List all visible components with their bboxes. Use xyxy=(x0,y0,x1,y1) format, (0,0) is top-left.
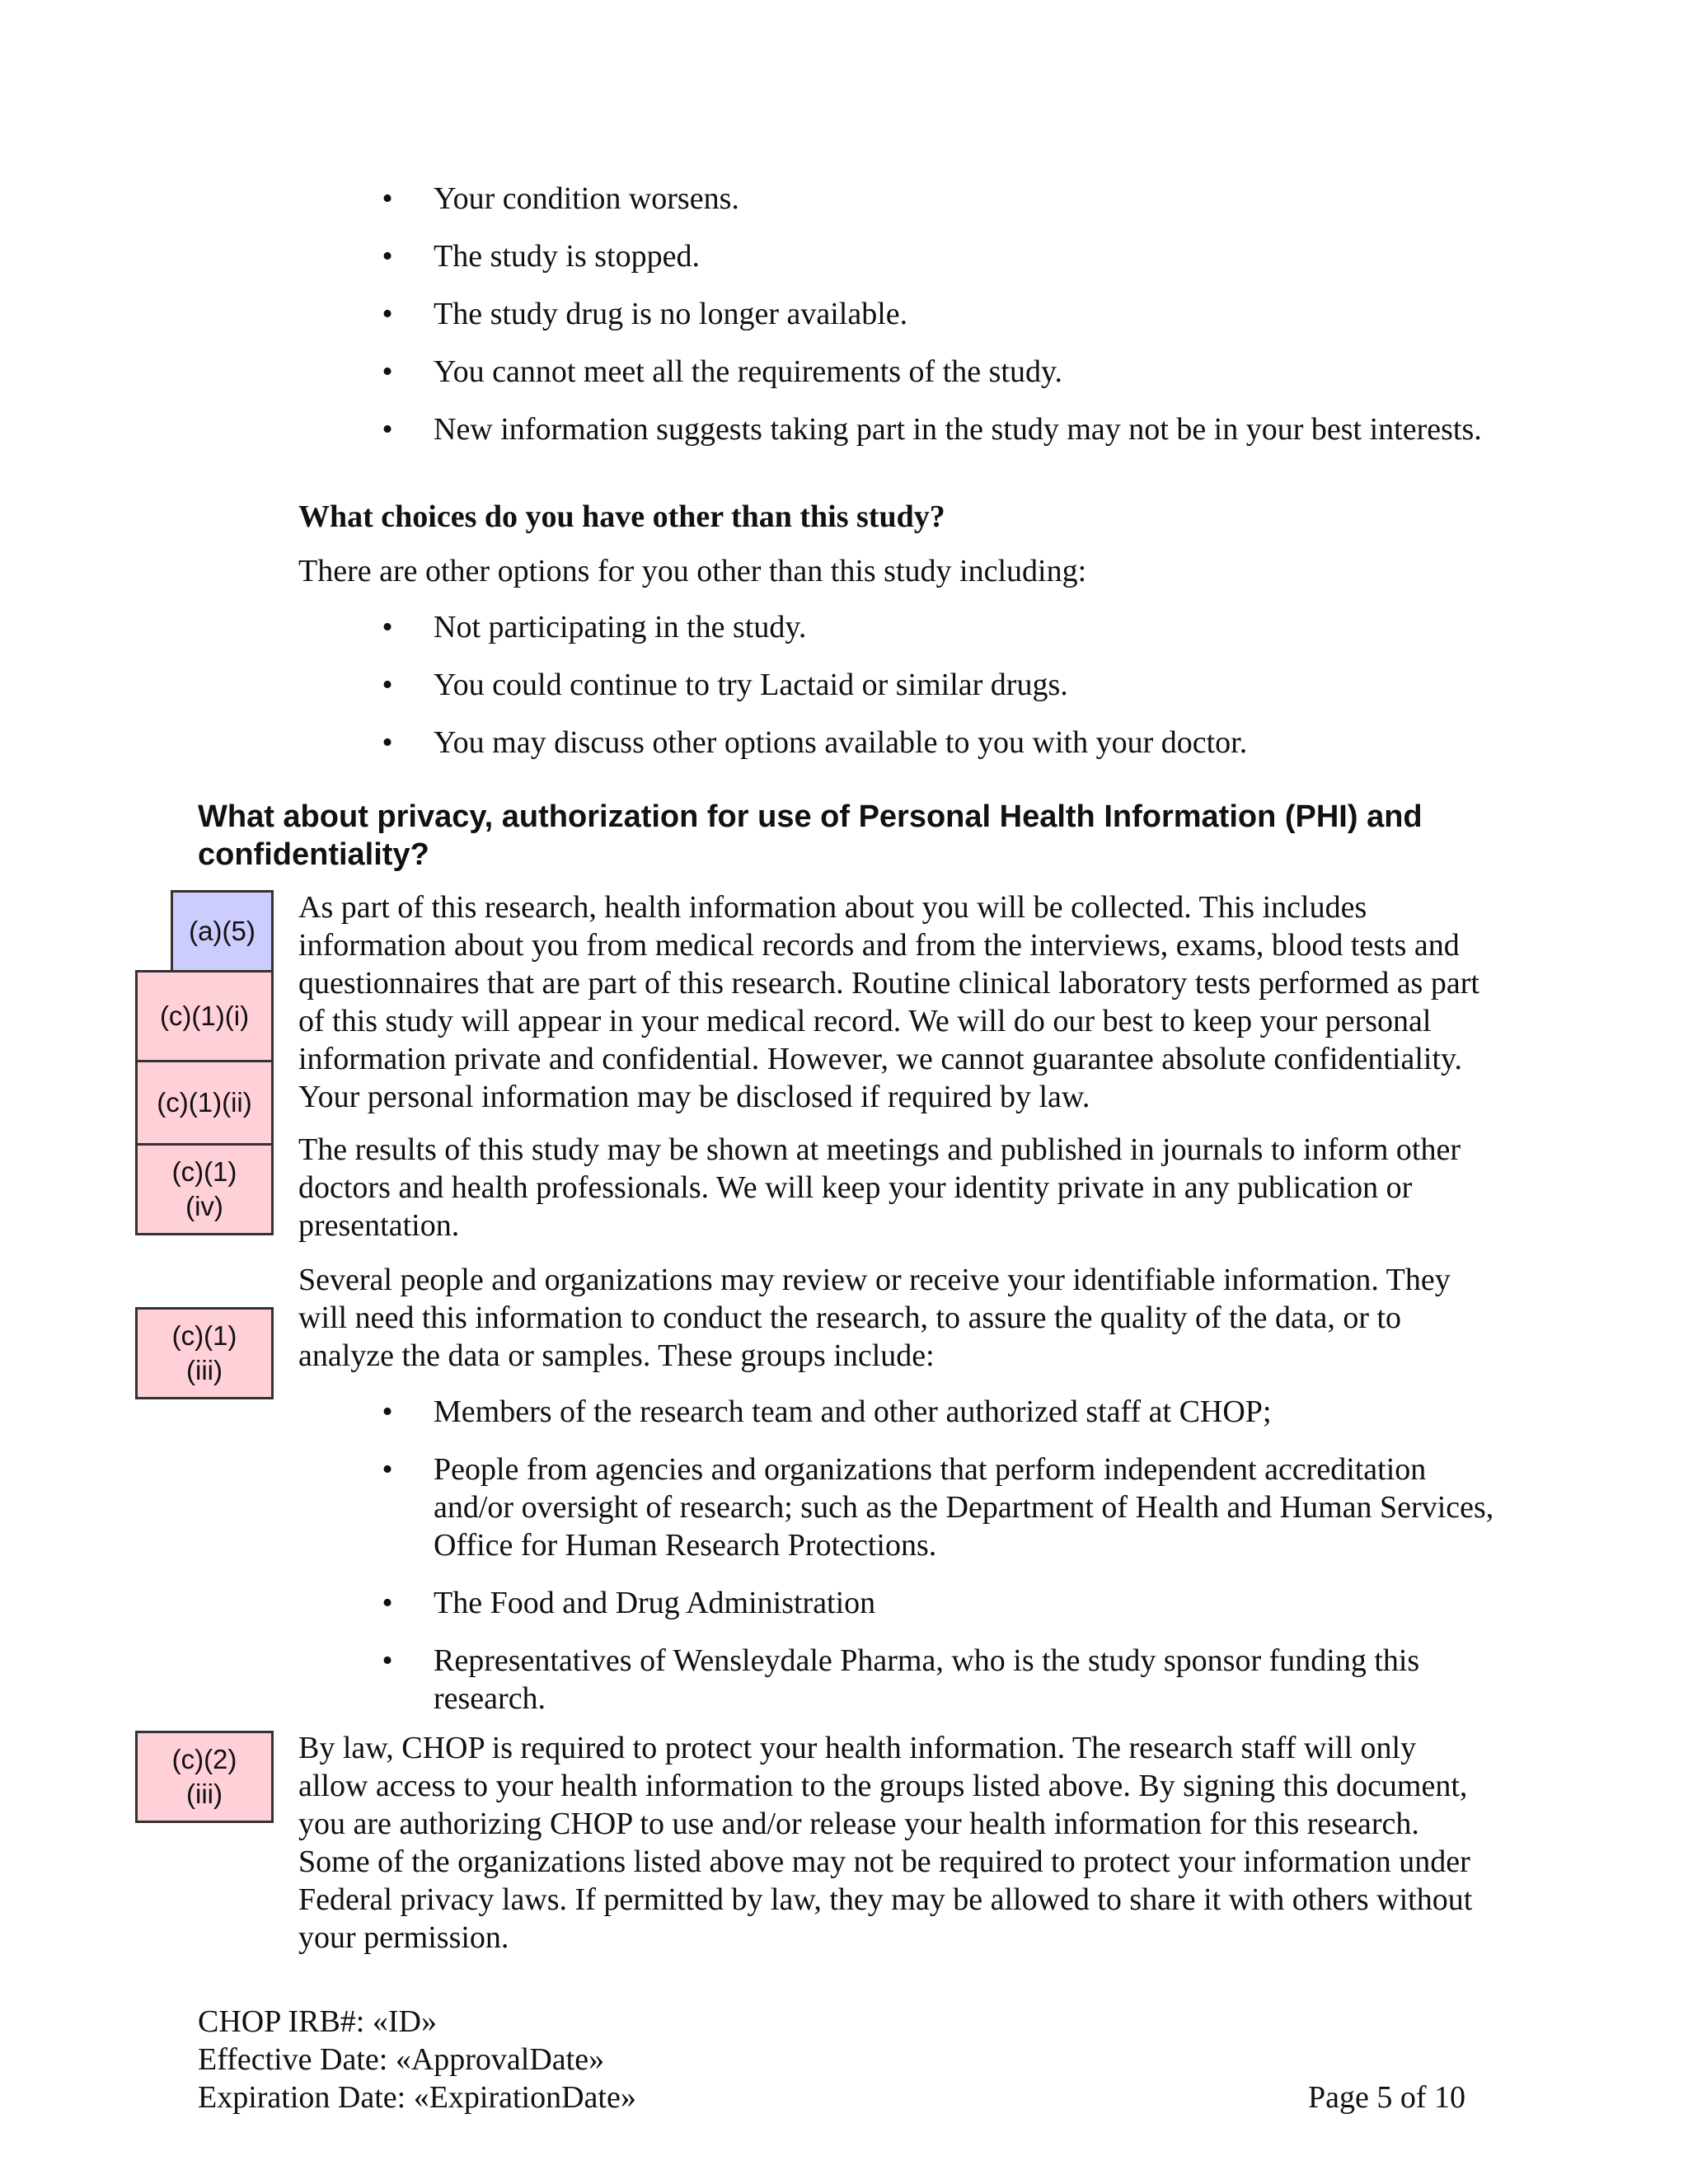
list-item: • New information suggests taking part in the study may not be in your best interests. xyxy=(379,410,1500,448)
list-item: • The study is stopped. xyxy=(379,237,1500,275)
list-item: • You may discuss other options available to you with your doctor. xyxy=(379,724,1500,762)
bullet-icon: • xyxy=(382,1586,393,1620)
regulation-tag-c1iv: (c)(1) (iv) xyxy=(135,1143,274,1235)
list-item: • Members of the research team and other authorized staff at CHOP; xyxy=(379,1393,1500,1431)
list-item: • You could continue to try Lactaid or similar drugs. xyxy=(379,666,1500,704)
page-number: Page 5 of 10 xyxy=(1307,2080,1465,2115)
expiration-date: Expiration Date: «ExpirationDate» xyxy=(198,2080,636,2115)
privacy-paragraph-3: Several people and organizations may review or receive your identifiable information. They will need this information to conduct the research, to assure the quality of the data, or to analyze the data or samples. These groups include: xyxy=(298,1263,1451,1373)
privacy-paragraph-4: By law, CHOP is required to protect your health information. The research staff will only allow access to your health information to the groups listed above. By signing this document, you are authorizing CHOP to use and/or release your health information for this research. Some of the organizations listed above may not be required to protect your information under Federal privacy laws. If permitted by law, they may be allowed to share it with others without your permission. xyxy=(298,1731,1473,1955)
regulation-tag-a5: (a)(5) xyxy=(171,890,274,972)
regulation-tag-c1iii: (c)(1) (iii) xyxy=(135,1307,274,1399)
reviewer-groups-list xyxy=(379,1393,1500,1737)
bullet-icon: • xyxy=(382,725,393,760)
bullet-icon: • xyxy=(382,610,393,644)
irb-number: CHOP IRB#: «ID» xyxy=(198,2004,437,2039)
list-item: • Your condition worsens. xyxy=(379,180,1500,218)
withdrawal-reasons-list xyxy=(379,180,1500,468)
regulation-tag-c1i: (c)(1)(i) xyxy=(135,970,274,1062)
list-item: • People from agencies and organizations that perform independent accreditation and/or oversight of research; such as the Department of Health and Human Services, Office for Human Research Protections. xyxy=(379,1451,1500,1564)
list-item: • Not participating in the study. xyxy=(379,608,1500,646)
effective-date: Effective Date: «ApprovalDate» xyxy=(198,2042,605,2077)
choices-heading: What choices do you have other than this study? xyxy=(298,499,945,534)
list-item: • You cannot meet all the requirements of the study. xyxy=(379,353,1500,391)
list-item: • The Food and Drug Administration xyxy=(379,1584,1500,1622)
privacy-paragraph-1: As part of this research, health information about you will be collected. This includes information about you from medical records and from the interviews, exams, blood tests and questionnaires that are part of this research. Routine clinical laboratory tests performed as part of this study will appear in your medical record. We will do our best to keep your personal information private and confidential. However, we cannot guarantee absolute confidentiality. Your personal information may be disclosed if required by law. xyxy=(298,890,1479,1114)
regulation-tag-c1ii: (c)(1)(ii) xyxy=(135,1060,274,1146)
bullet-icon: • xyxy=(382,668,393,702)
choices-intro: There are other options for you other than this study including: xyxy=(298,554,1087,588)
list-item: • The study drug is no longer available. xyxy=(379,295,1500,333)
bullet-icon: • xyxy=(382,297,393,331)
bullet-icon: • xyxy=(382,239,393,274)
bullet-icon: • xyxy=(382,354,393,389)
regulation-tag-c2iii: (c)(2) (iii) xyxy=(135,1731,274,1823)
privacy-paragraph-2: The results of this study may be shown at meetings and published in journals to inform other doctors and health professionals. We will keep your identity private in any publication or presentation. xyxy=(298,1132,1461,1243)
bullet-icon: • xyxy=(382,1394,393,1429)
bullet-icon: • xyxy=(382,1643,393,1678)
choices-list xyxy=(379,608,1500,781)
bullet-icon: • xyxy=(382,412,393,447)
list-item: • Representatives of Wensleydale Pharma, who is the study sponsor funding this research. xyxy=(379,1642,1500,1718)
footer-irb-info xyxy=(198,2003,636,2116)
bullet-icon: • xyxy=(382,1452,393,1487)
bullet-icon: • xyxy=(382,181,393,216)
privacy-heading: What about privacy, authorization for use of Personal Health Information (PHI) and confidentiality? xyxy=(198,799,1423,872)
